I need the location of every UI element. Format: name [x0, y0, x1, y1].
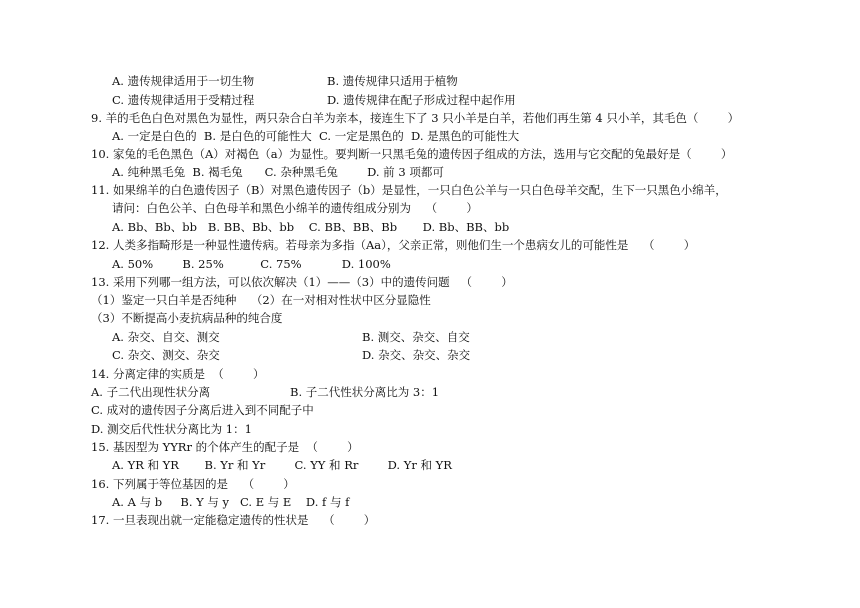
question-12-options: A. 50% B. 25% C. 75% D. 100% [112, 257, 391, 271]
question-9-options: A. 一定是白色的 B. 是白色的可能性大 C. 一定是黑色的 D. 是黑色的可能性大 [112, 129, 520, 143]
question-15-options: A. YR 和 YR B. Yr 和 Yr C. YY 和 Rr D. Yr 和 YR [112, 458, 452, 472]
option-a: A. 遗传规律适用于一切生物 [112, 74, 255, 88]
question-10: 10. 家兔的毛色黑色（A）对褐色（a）为显性。要判断一只黑毛兔的遗传因子组成的方法，选用与它交配的兔最好是（ ） [91, 147, 733, 161]
question-11-continued: 请问：白色公羊、白色母羊和黑色小绵羊的遗传组成分别为 （ ） [112, 201, 478, 215]
question-16-options: A. A 与 b B. Y 与 y C. E 与 E D. f 与 f [112, 495, 350, 509]
option-b: B. 遗传规律只适用于植物 [327, 74, 458, 88]
question-13-option-d: D. 杂交、杂交、杂交 [362, 348, 471, 362]
question-13-option-a: A. 杂交、自交、测交 [112, 330, 220, 344]
question-9: 9. 羊的毛色白色对黑色为显性，两只杂合白羊为亲本，接连生下了 3 只小羊是白羊，若他们再生第 4 只小羊，其毛色（ ） [91, 111, 740, 125]
question-12: 12. 人类多指畸形是一种显性遗传病。若母亲为多指（Aa），父亲正常，则他们生一个患病女儿的可能性是 （ ） [91, 238, 696, 252]
question-13-part-2: （3）不断提高小麦抗病品种的纯合度 [91, 311, 283, 325]
question-14: 14. 分离定律的实质是 （ ） [91, 367, 265, 381]
option-c: C. 遗传规律适用于受精过程 [112, 93, 255, 107]
question-15: 15. 基因型为 YYRr 的个体产生的配子是 （ ） [91, 440, 359, 454]
option-d: D. 遗传规律在配子形成过程中起作用 [327, 93, 516, 107]
question-14-option-a: A. 子二代出现性状分离 [91, 385, 211, 399]
question-14-option-c: C. 成对的遗传因子分离后进入到不同配子中 [91, 403, 314, 417]
question-11-options: A. Bb、Bb、bb B. BB、Bb、bb C. BB、BB、Bb D. Bb、BB、bb [112, 220, 510, 234]
question-11: 11. 如果绵羊的白色遗传因子（B）对黑色遗传因子（b）是显性，一只白色公羊与一只白色母羊交配，生下一只黑色小绵羊， [91, 183, 727, 197]
question-16: 16. 下列属于等位基因的是 （ ） [91, 477, 295, 491]
question-13-part-1: （1）鉴定一只白羊是否纯种 （2）在一对相对性状中区分显隐性 [91, 293, 431, 307]
question-13: 13. 采用下列哪一组方法，可以依次解决（1）——（3）中的遗传问题 （ ） [91, 275, 513, 289]
question-17: 17. 一旦表现出就一定能稳定遗传的性状是 （ ） [91, 513, 376, 527]
question-10-options: A. 纯种黑毛兔 B. 褐毛兔 C. 杂种黑毛兔 D. 前 3 项都可 [112, 165, 444, 179]
question-13-option-b: B. 测交、杂交、自交 [362, 330, 470, 344]
question-13-option-c: C. 杂交、测交、杂交 [112, 348, 220, 362]
question-14-option-b: B. 子二代性状分离比为 3：1 [290, 385, 440, 399]
question-14-option-d: D. 测交后代性状分离比为 1：1 [91, 422, 252, 436]
